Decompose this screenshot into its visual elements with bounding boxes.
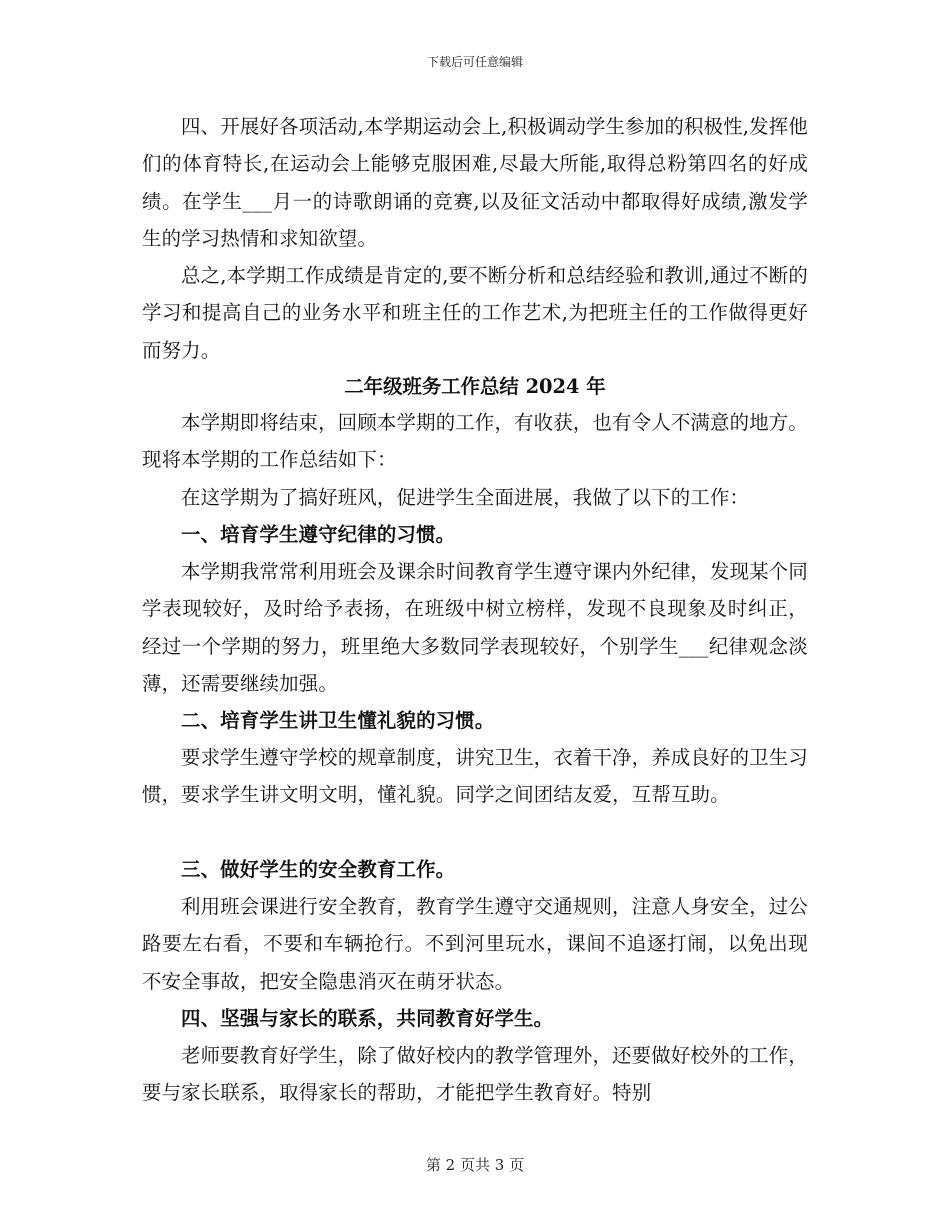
paragraph-intro: 本学期即将结束，回顾本学期的工作，有收获，也有令人不满意的地方。现将本学期的工作总结如下： xyxy=(142,411,808,472)
paragraph-safety: 利用班会课进行安全教育，教育学生遵守交通规则，注意人身安全，过公路要左右看，不要和车辆抢行。不到河里玩水，课间不追逐打闹，以免出现不安全事故，把安全隐患消灭在萌牙状态。 xyxy=(142,895,808,993)
page-footer: 第 2 页共 3 页 xyxy=(425,1156,525,1174)
section-title: 二年级班务工作总结 2024 年 xyxy=(344,375,606,398)
paragraph-discipline: 本学期我常常利用班会及课余时间教育学生遵守课内外纪律，发现某个同学表现较好，及时给予表扬，在班级中树立榜样，发现不良现象及时纠正，经过一个学期的努力，班里绝大多数同学表现较好，个别学生___纪律观念淡薄，还需要继续加强。 xyxy=(142,560,808,695)
paragraph-activities: 四、开展好各项活动,本学期运动会上,积极调动学生参加的积极性,发挥他们的体育特长,在运动会上能够克服困难,尽最大所能,取得总粉第四名的好成绩。在学生___月一的诗歌朗诵的竞赛,以及征文活动中都取得好成绩,激发学生的学习热情和求知欲望。 xyxy=(142,115,808,250)
paragraph-hygiene: 要求学生遵守学校的规章制度，讲究卫生，衣着干净，养成良好的卫生习惯，要求学生讲文明文明，懂礼貌。同学之间团结友爱，互帮互助。 xyxy=(142,746,808,807)
paragraph-parents: 老师要教育好学生，除了做好校内的教学管理外，还要做好校外的工作，要与家长联系，取得家长的帮助，才能把学生教育好。特别 xyxy=(142,1044,808,1105)
heading-safety: 三、做好学生的安全教育工作。 xyxy=(181,858,456,881)
paragraph-work-list: 在这学期为了搞好班风，促进学生全面进展，我做了以下的工作： xyxy=(181,486,750,509)
paragraph-conclusion: 总之,本学期工作成绩是肯定的,要不断分析和总结经验和教训,通过不断的学习和提高自己的业务水平和班主任的工作艺术,为把班主任的工作做得更好而努力。 xyxy=(142,264,808,362)
heading-discipline: 一、培育学生遵守纪律的习惯。 xyxy=(181,523,456,546)
heading-parents: 四、坚强与家长的联系，共同教育好学生。 xyxy=(181,1007,554,1030)
page-header: 下载后可任意编辑 xyxy=(426,55,523,69)
heading-hygiene: 二、培育学生讲卫生懂礼貌的习惯。 xyxy=(181,709,495,732)
